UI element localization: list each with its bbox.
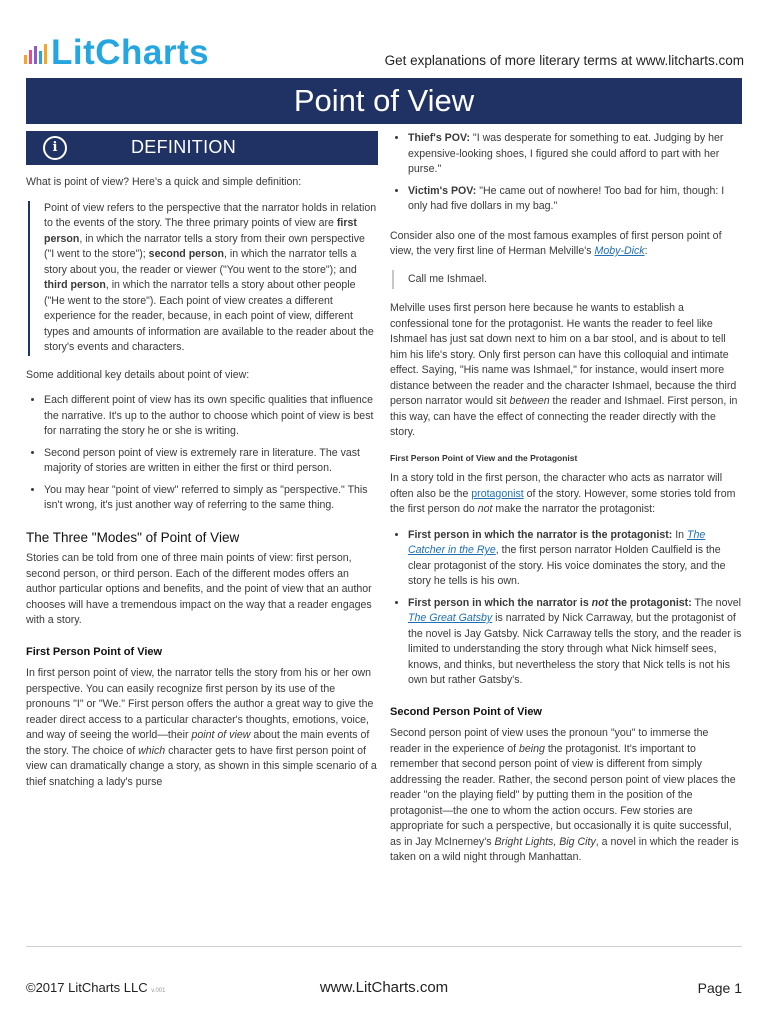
footer-site-link[interactable]: www.LitCharts.com [319,979,449,996]
second-person-text [390,726,742,866]
protagonist-heading: First Person Point of View and the Protagonist [390,452,578,463]
info-icon: i [43,136,67,160]
definition-intro: What is point of view? Here's a quick and simple definition: [26,176,302,188]
page-number: Page 1 [697,980,742,996]
list-item [408,528,742,590]
text-run: In first person point of view, the narrator tells the story from his or her own perspective. You can easily recognize first person by its use of the pronouns "I" or "We." First person offers the author a great way to give the reader direct access to a particular character's thoughts, emotions, voice, and way of seeing the world—their [26,667,374,741]
details-intro: Some additional key details about point of view: [26,368,250,381]
list-item [408,131,742,178]
ishmael-quote [392,270,742,290]
italic-run: not [477,503,493,515]
list-item: • Second person point of view is extremely rare in literature. The vast majority of stories are written in either the first or third person. [44,446,378,477]
italic-run: point of view [191,729,251,741]
text-run: , a novel in which the reader is taken on a wild night through Manhattan. [390,835,739,863]
list-item: • Each different point of view has its own specific qualities that influence the narrative. It's up to the author to choose which point of view is best for narrating the story he or she is writing. [44,393,378,440]
bold-run: the protagonist: [608,596,692,609]
modes-text: Stories can be told from one of three main points of view: first person, second person, or third person. Each of the different modes offers an author particular options and benefits, and the point of view that an author chooses will have a tremendous impact on the way that a reader engages with a story. [26,552,372,626]
copyright-text: ©2017 LitCharts LLC [26,980,148,995]
text-run: In [672,528,688,541]
text-run: Consider also one of the most famous examples of first person point of view, the very first line of Herman Melville's [390,229,722,257]
italic-run: which [138,744,166,757]
bold-run: First person in which the narrator is the protagonist: [408,528,673,541]
protagonist-list [390,528,742,689]
text-run: about the main events of the story. The choice of [26,729,370,757]
header-tagline: Get explanations of more literary terms at www.litcharts.com [384,53,744,68]
text-run: Point of view refers to the perspective that the narrator holds in relation to the events of the story. The three primary points of view are [44,201,377,229]
text-run: , in which the narrator tells a story from their own perspective ("I went to the store"); [44,232,365,260]
first-person-heading: First Person Point of View [26,645,163,658]
version-text: v.001 [151,988,166,994]
title-link[interactable]: Moby-Dick [594,245,645,257]
list-item [408,596,742,689]
bold-run: First person in which the narrator is [408,596,592,609]
page-header [24,30,744,76]
text-run: Melville uses first person here because he wants to establish a confessional tone for the protagonist. He wants the reader to feel like Ishmael has just sat down next to him on a bar stool, and is about to tell him his life's story. Only first person can have this colloquial and intimate effect. Saying, "His name was Ishmael," for instance, would insert more distance between the reader and the character Ishmael, because the third person narrator would sit [390,302,737,407]
definition-label: DEFINITION [131,137,236,158]
footer-divider [26,946,742,947]
pov-label: Victim's POV: [408,184,477,197]
text-run: make the narrator the protagonist: [492,503,656,515]
text-run: Second person point of view uses the pronoun "you" to immerse the reader in the experience of [390,727,709,755]
protagonist-text [390,471,742,518]
pov-label: Thief's POV: [408,132,470,144]
page-title: Point of View [26,78,742,124]
text-run: The novel [691,596,742,609]
bold-run: third person [44,279,106,291]
definition-banner [26,131,378,165]
definition-quote [28,201,378,356]
term-link[interactable]: protagonist [471,487,524,500]
italic-run: Bright Lights, Big City [494,835,596,848]
title-link[interactable]: The Great Gatsby [408,612,493,624]
text-run: the reader and Ishmael. First person, in this way, can have the effect of connecting the reader directly with the story. [390,395,738,438]
definition-text [44,201,378,356]
logo-bars-icon [24,42,47,64]
text-run: character gets to have first person point of view can dramatically change a story, as shown in this simple scenario of a thief snatching a lady's purse [26,744,377,788]
pov-list [390,131,742,215]
bold-run: not [591,596,609,609]
right-column [390,131,742,876]
second-person-heading: Second Person Point of View [390,705,542,718]
consider-text [390,229,742,260]
logo-text: LitCharts [51,33,210,72]
text-run: In a story told in the first person, the character who acts as narrator will often also be the [390,472,723,500]
first-person-text [26,666,378,790]
modes-heading: The Three "Modes" of Point of View [26,529,240,545]
bold-run: second person [148,248,225,260]
bold-run: first person [44,217,357,245]
text-run: the protagonist. It's important to remember that second person point of view is different from simply addressing the reader. Rather, the second person point of view places the reader "on the playing field" by putting them in the position of the protagonist—the one to whom the action occurs. Few stories are appropriate for such a perspective, but occasionally it is quite successful, as in Jay McInerney's [390,742,736,848]
text-run: , the first person narrator Holden Caulfield is the clear protagonist of the story. His voice dominates the story, and the story he tells is his own. [408,544,726,587]
litcharts-logo[interactable] [24,30,209,76]
text-run: , in which the narrator tells a story about you, the reader or viewer ("You went to the store"); and [44,248,357,276]
text-run: : [644,245,648,257]
text-run: , in which the narrator tells a story about other people ("He went to the store"). Each point of view creates a different experience for the reader, because, in each point of view, different types and amounts of information are available to the reader about the story's events and characters. [44,279,374,353]
list-item: • You may hear "point of view" referred to simply as "perspective." This isn't wrong, it's just another way of referring to the same thing. [44,483,378,514]
left-column [26,131,378,800]
quote-text: Call me Ishmael. [408,272,487,285]
pov-text: "I was desperate for something to eat. Judging by her expensive-looking shoes, I figured she could afford to part with her purse." [408,132,724,175]
pov-text: "He came out of nowhere! Too bad for him, though: I only had five dollars in my bag." [408,184,725,212]
details-list [26,393,378,514]
italic-run: being [518,742,545,755]
list-item [408,184,742,215]
text-run: of the story. However, some stories told from the first person do [390,487,736,515]
melville-text [390,301,742,441]
text-run: is narrated by Nick Carraway, but the protagonist of the novel is Jay Gatsby. Nick Carraway tells the story, and the reader is limited to understanding the story through what Nick himself sees, knows, and thinks, but nevertheless the story that Nick tells is not his own but rather Gatsby's. [408,612,742,686]
title-link[interactable]: The Catcher in the Rye [408,528,706,556]
italic-run: between [509,395,550,407]
